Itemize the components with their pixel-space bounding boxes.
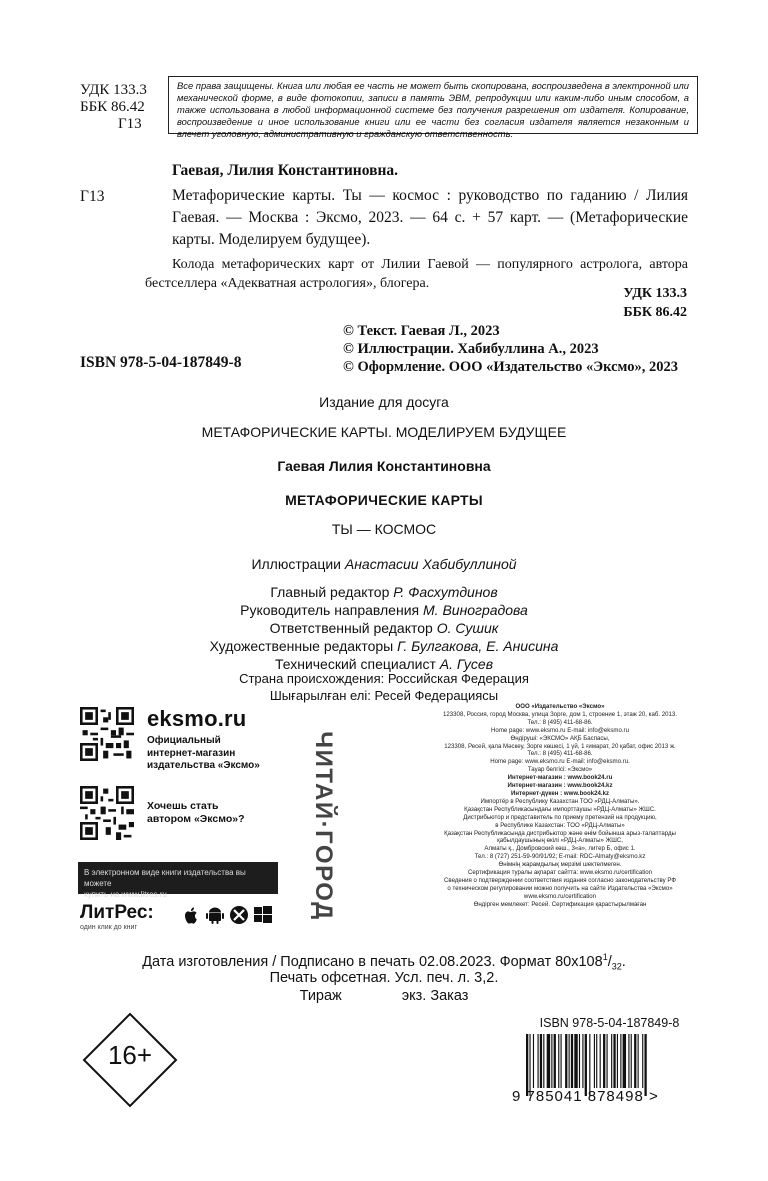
illustrator-credit bbox=[0, 556, 768, 572]
staff-row: Руководитель направления М. Виноградова bbox=[240, 602, 528, 618]
barcode-bar bbox=[547, 1034, 550, 1088]
eksmo-logo[interactable]: eksmo.ru bbox=[147, 706, 247, 731]
barcode-bar bbox=[538, 1034, 539, 1088]
barcode-bar bbox=[543, 1034, 544, 1088]
rights-notice: Все права защищены. Книга или любая ее часть не может быть скопирована, воспроизведена в электронной или механической форме, в виде фотокопии, записи в память ЭВМ, репродукции или каким-либо иным способом, а также использована в любой информационной системе без получения разрешения от издателя. Копирование, воспроизведение и иное использование книги или ее части без согласия издателя является незаконным и влечет уголовную, административную и гражданскую ответственность. bbox=[168, 76, 698, 134]
barcode-bar bbox=[540, 1034, 542, 1088]
litres-banner[interactable]: В электронном виде книги издательства вы можете купить на www.litres.ru bbox=[78, 862, 278, 894]
bib-description: Метафорические карты. Ты — космос : руководство по гаданию / Лилия Гаевая. — Москва : Эксмо, 2023. — 64 с. + 57 карт. — (Метафорические карты. Моделируем будущее). bbox=[172, 187, 688, 248]
book-subtitle: ТЫ — КОСМОС bbox=[331, 521, 437, 537]
origin-info bbox=[0, 670, 768, 704]
barcode-bar bbox=[600, 1034, 601, 1088]
barcode-bar bbox=[644, 1034, 646, 1096]
staff-row: Ответственный редактор О. Сушик bbox=[269, 620, 499, 636]
copyright-block bbox=[343, 322, 678, 376]
barcode-bar bbox=[642, 1034, 643, 1088]
windows-icon bbox=[252, 904, 274, 926]
barcode-bar bbox=[533, 1034, 534, 1088]
bib-codes bbox=[560, 284, 687, 322]
eksmo-shop-caption: Официальный интернет-магазин издательства «Эксмо» bbox=[147, 735, 260, 771]
book-title: МЕТАФОРИЧЕСКИЕ КАРТЫ bbox=[285, 492, 483, 508]
android-icon bbox=[204, 904, 226, 926]
illustrator-name: Анастасии Хабибуллиной bbox=[344, 556, 517, 572]
barcode-bar bbox=[617, 1034, 618, 1088]
eksmo-qr-code[interactable] bbox=[80, 707, 134, 761]
barcode-bar bbox=[569, 1034, 570, 1088]
bib-author-heading: Гаевая, Лилия Константиновна. bbox=[172, 162, 399, 179]
barcode-bar bbox=[565, 1034, 567, 1088]
print-date-format: Дата изготовления / Подписано в печать 02.08.2023. Формат $80x108^1/_{32}$. bbox=[142, 952, 626, 972]
origin-kz: Шығарылған елі: Ресей Федерациясы bbox=[269, 688, 499, 703]
age-rating-text: 16+ bbox=[107, 1040, 153, 1070]
barcode-bar bbox=[529, 1034, 530, 1096]
bib-mark: Г13 bbox=[80, 188, 105, 205]
barcode-bar bbox=[596, 1034, 597, 1088]
barcode-bar bbox=[620, 1034, 621, 1088]
author-name: Гаевая Лилия Константиновна bbox=[277, 458, 491, 474]
staff-list bbox=[0, 583, 768, 673]
barcode-bar bbox=[571, 1034, 573, 1088]
barcode-bar bbox=[554, 1034, 556, 1088]
barcode-bar bbox=[634, 1034, 636, 1088]
author-qr-code[interactable] bbox=[80, 786, 134, 840]
barcode-bar bbox=[611, 1034, 612, 1088]
print-run: Тираж экз. Заказ bbox=[299, 988, 469, 1004]
litres-tagline: один клик до книг bbox=[80, 924, 138, 931]
barcode-bar bbox=[613, 1034, 615, 1088]
barcode-bar bbox=[574, 1034, 577, 1088]
barcode-bar bbox=[603, 1034, 605, 1088]
barcode-bar bbox=[607, 1034, 608, 1088]
barcode-bar bbox=[594, 1034, 595, 1088]
copyright-illustrations: © Иллюстрации. Хабибуллина А., 2023 bbox=[343, 341, 599, 357]
bib-udk: УДК 133.3 bbox=[623, 286, 687, 301]
classification-codes bbox=[80, 82, 165, 133]
staff-row: Технический специалист А. Гусев bbox=[274, 656, 494, 672]
udk-code: УДК 133.3 bbox=[80, 82, 147, 98]
barcode-bar bbox=[561, 1034, 562, 1088]
chitai-gorod-logo: ЧИТАЙ·ГОРОД bbox=[310, 731, 337, 921]
barcode-bar bbox=[582, 1034, 583, 1088]
barcode-bar bbox=[579, 1034, 580, 1088]
barcode-bar bbox=[628, 1034, 629, 1088]
copyright-design: © Оформление. ООО «Издательство «Эксмо», 2023 bbox=[343, 359, 678, 375]
isbn-main: ISBN 978-5-04-187849-8 bbox=[80, 354, 242, 371]
barcode-bar bbox=[589, 1034, 590, 1096]
apple-icon bbox=[180, 904, 202, 926]
barcode-bar bbox=[623, 1034, 626, 1088]
become-author-cta[interactable]: Хочешь стать автором «Эксмо»? bbox=[147, 800, 245, 825]
print-method: Печать офсетная. Усл. печ. л. 3,2. bbox=[269, 970, 499, 986]
barcode-bar bbox=[638, 1034, 639, 1088]
edition-type: Издание для досуга bbox=[319, 394, 449, 410]
staff-row: Главный редактор Р. Фасхутдинов bbox=[270, 584, 498, 600]
author-mark: Г13 bbox=[118, 116, 142, 132]
imprint-block: ООО «Издательство «Эксмо» 123308, Россия, город Москва, улица Зорге, дом 1, строение 1, этаж 20, каб. 2013. Тел.: 8 (495) 411-68-86. Home page: www.eksmo.ru E-mail: info@eksmo.ru Өндіруші: «ЭКСМО» АҚБ Баспасы, 123308, Ресей, қала Мәскеу, Зорге көшесі, 1 үй, 1 ғимарат, 20 қабат, офис 2013 ж. Тел.: 8 (495) 411-68-86. Home page: www.eksmo.ru E-mail: info@eksmo.ru. Тауар белгісі: «Эксмо» Интернет-магазин : www.book24.ru Интернет-магазин : www.book24.kz Интернет-дүкен : www.book24.kz Импортёр в Республику Казахстан ТОО «РДЦ-Алматы». Қазақстан Республикасындағы импорттаушы «РДЦ-Алматы» ЖШС. Дистрибьютор и представитель по приему претензий на продукцию, в Республике Казахстан: ТОО «РДЦ-Алматы» Қазақстан Республикасында дистрибьютор және өнім бойынша арыз-талаптарды қабылдаушының өкілі «РДЦ-Алматы» ЖШС, Алматы қ., Домбровский көш., 3«а», литер Б, офис 1. Тел.: 8 (727) 251-59-90/91/92; E-mail: RDC-Almaty@eksmo.kz Өнімнің жарамдылық мерзімі шектелмеген. Сертификация туралы ақпарат сайтта: www.eksmo.ru/certification Сведения о подтверждении соответствия издания согласно законодательству РФ о техническом регулировании можно получить на сайте Издательства «Эксмо» www.eksmo.ru/certification Өндірген мемлекет: Ресей. Сертификация қарастырылмаған bbox=[443, 703, 677, 908]
bib-annotation: Колода метафорических карт от Лилии Гаевой — популярного астролога, автора бестселлера «Адекватная астрология», блогера. bbox=[145, 257, 688, 291]
xbox-icon bbox=[228, 904, 250, 926]
origin-ru: Страна происхождения: Российская Федерация bbox=[239, 671, 529, 686]
barcode-bar bbox=[551, 1034, 552, 1088]
barcode-digits: 9 785041 878498 > bbox=[512, 1088, 659, 1105]
staff-row: Художественные редакторы Г. Булгакова, Е. Анисина bbox=[209, 638, 559, 654]
barcode-bar bbox=[585, 1034, 587, 1096]
barcode-bar bbox=[526, 1034, 528, 1096]
illustrations-label: Иллюстрации bbox=[251, 556, 341, 572]
bbk-code: ББК 86.42 bbox=[80, 99, 145, 115]
barcode-bar bbox=[558, 1034, 559, 1088]
barcode-bar bbox=[631, 1034, 632, 1088]
litres-logo[interactable]: ЛитРес: bbox=[80, 902, 154, 923]
series-title: МЕТАФОРИЧЕСКИЕ КАРТЫ. МОДЕЛИРУЕМ БУДУЩЕЕ bbox=[201, 424, 567, 440]
bib-bbk: ББК 86.42 bbox=[623, 305, 687, 320]
copyright-text: © Текст. Гаевая Л., 2023 bbox=[343, 323, 500, 339]
barcode-isbn: ISBN 978-5-04-187849-8 bbox=[539, 1016, 680, 1030]
